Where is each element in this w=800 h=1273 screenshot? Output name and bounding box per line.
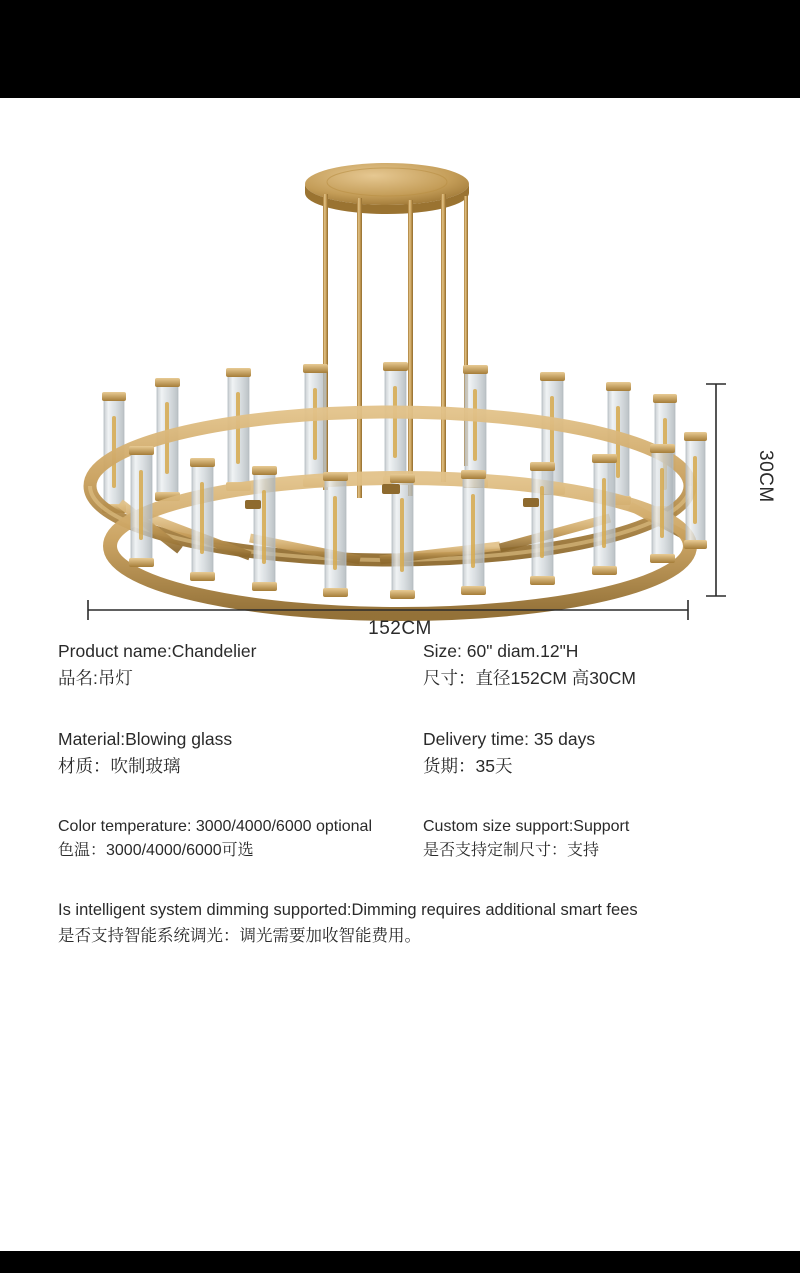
spec-label-en: Size: 60" diam.12"H [423,641,579,661]
spec-cell-color-temperature [58,815,400,865]
spec-label-cn: 是否支持智能系统调光：调光需要加收智能费用。 [58,926,421,945]
spec-cell-custom-size [400,815,742,865]
spec-label-en: Custom size support:Support [423,817,630,835]
spec-cell-material [58,726,400,780]
spec-label-cn: 品名:吊灯 [58,668,133,689]
spec-label-en: Material:Blowing glass [58,729,233,750]
spec-label-en: Delivery time: 35 days [423,729,596,750]
dimension-width-label: 152CM [368,618,432,639]
spec-label-cn: 色温：3000/4000/6000可选 [58,842,254,860]
white-content-sheet [0,98,800,1251]
spec-row [58,815,742,865]
spec-label-en: Color temperature: 3000/4000/6000 optional [58,817,372,835]
spec-label-en: Product name:Chandelier [58,641,257,661]
spec-row [58,638,742,692]
spec-row [58,726,742,780]
spec-cell-delivery-time [400,726,742,780]
spec-label-cn: 尺寸：直径152CM 高30CM [423,668,636,689]
spec-cell-size [400,638,742,692]
dimension-height-label: 30CM [755,450,776,503]
spec-label-en: Is intelligent system dimming supported:Dimming requires additional smart fees [58,901,638,920]
specifications-block [0,638,800,949]
chandelier-drawing [0,98,800,678]
spec-label-cn: 材质：吹制玻璃 [58,756,181,777]
spec-cell-dimming-support [58,898,742,949]
spec-cell-product-name [58,638,400,692]
product-illustration [0,98,800,678]
spec-label-cn: 货期：35天 [423,756,513,777]
spec-label-cn: 是否支持定制尺寸：支持 [423,842,600,860]
